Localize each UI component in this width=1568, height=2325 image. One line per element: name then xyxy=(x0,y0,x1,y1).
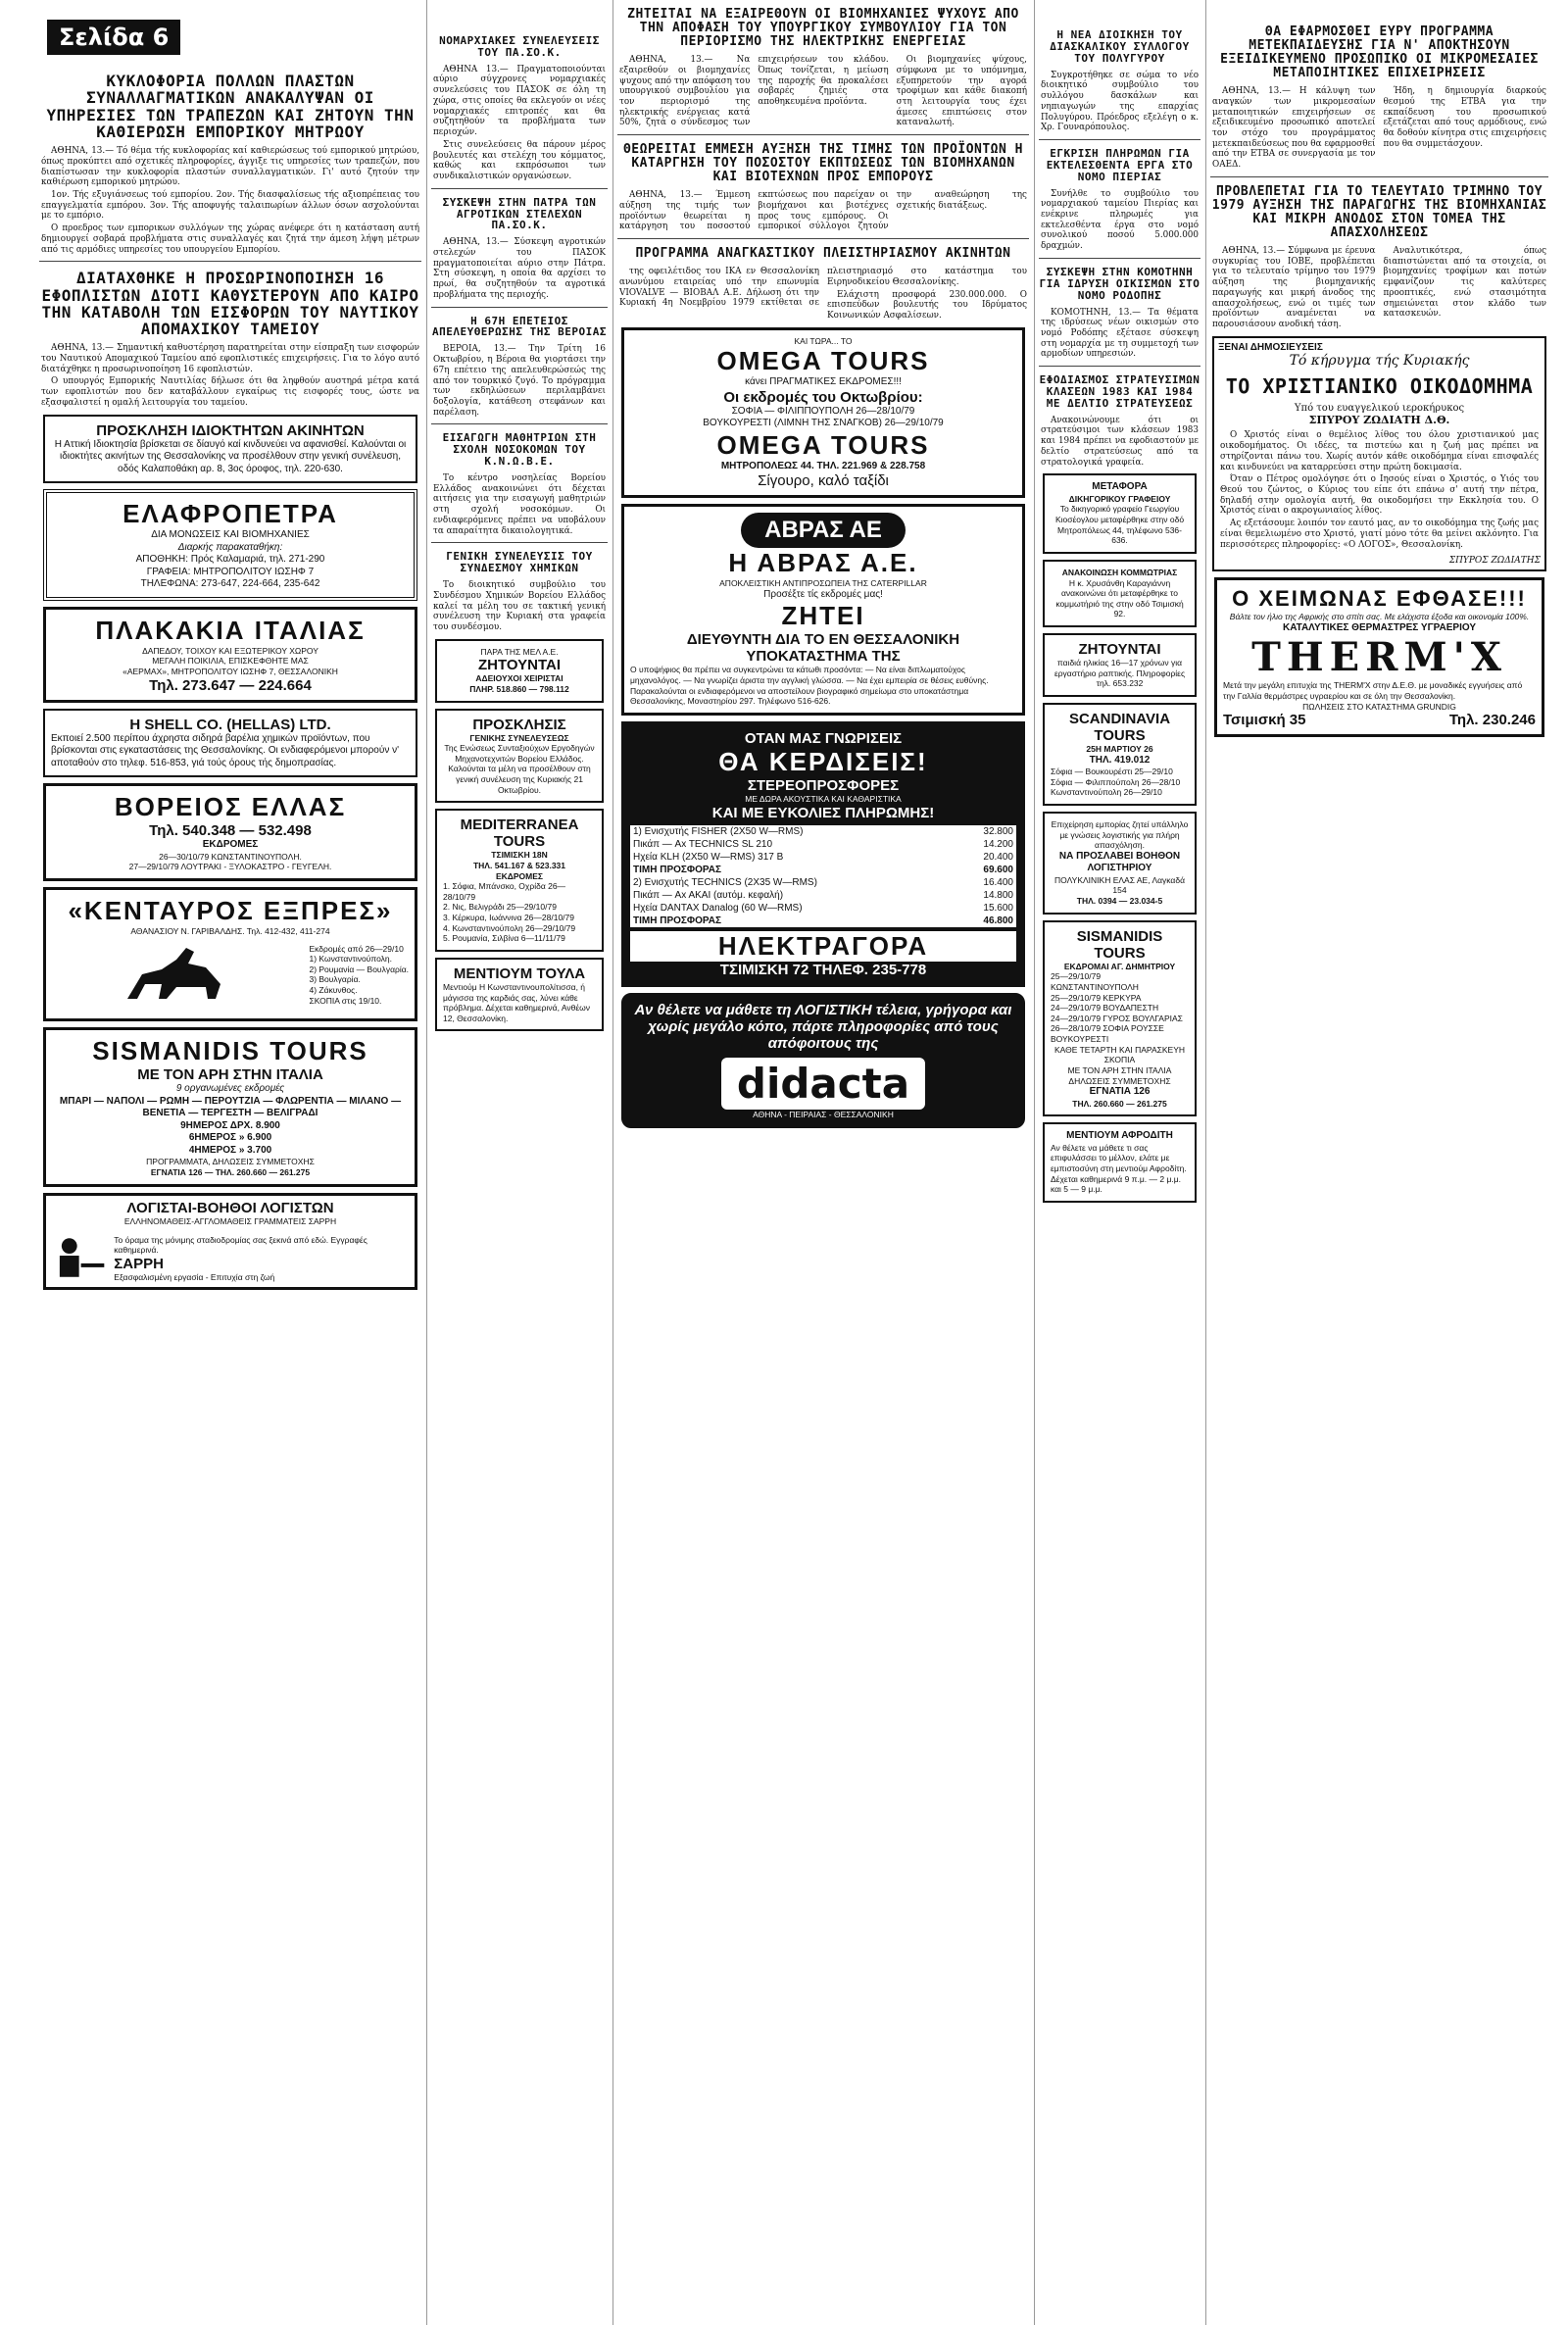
ad-title: ΖΗΤΟΥΝΤΑΙ xyxy=(477,657,562,674)
ad-price: 6ΗΜΕΡΟΣ » 6.900 xyxy=(188,1132,272,1144)
ad-title: «ΚΕΝΤΑΥΡΟΣ ΕΞΠΡΕΣ» xyxy=(68,895,393,925)
ad-line: ΜΕ ΤΟΝ ΑΡΗ ΣΤΗΝ ΙΤΑΛΙΑ xyxy=(1067,1064,1172,1075)
ad-line: ΚΑΙ ΜΕ ΕΥΚΟΛΙΕΣ ΠΛΗΡΩΜΗΣ! xyxy=(711,804,935,821)
column-rule xyxy=(1205,0,1206,2325)
ad-title: ΖΗΤΟΥΝΤΑΙ xyxy=(1078,641,1161,659)
article-forged-bills xyxy=(41,146,419,255)
table-row xyxy=(630,864,1016,876)
ad-line: ΑΘΗΝΑ - ΠΕΙΡΑΙΑΣ - ΘΕΣΣΑΛΟΝΙΚΗ xyxy=(753,1109,894,1119)
paragraph: ΑΘΗΝΑ, 13.— Σύμφωνα με έρευνα συγκυρίας του ΙΟΒΕ, προβλέπεται για το τελευταίο τρίμηνο του 1979 αύξηση της βιομηχανικής παραγωγής και μικρή άνοδος της απασχολήσεως, ενώ οι τιμές των προϊόντων αναμένεται να παρουσιάσουν ανοδική τάση. xyxy=(1212,246,1376,330)
ad-address: ΑΘΑΝΑΣΙΟΥ Ν. ΓΑΡΙΒΑΛΔΗΣ. Τηλ. 412-432, 411-274 xyxy=(130,925,330,936)
ad-address: ΤΣΙΜΙΣΚΗ 18Ν xyxy=(491,850,548,861)
headline-retraining: ΘΑ ΕΦΑΡΜΟΣΘΕΙ ΕΥΡΥ ΠΡΟΓΡΑΜΜΑ ΜΕΤΕΚΠΑΙΔΕΥΣΗΣ ΓΙΑ Ν' ΑΠΟΚΤΗΣΟΥΝ ΕΞΕΙΔΙΚΕΥΜΕΝΟ ΠΡΟΣΩΠΙΚΟ ΟΙ ΜΙΚΡΟΜΕΣΑΙΕΣ ΜΕΤΑΠΟΙΗΤΙΚΕΣ ΕΠΙΧΕΙΡΗΣΕΙΣ xyxy=(1220,25,1539,81)
ad-line: 5. Ρουμανία, Σιλβίνα 6—11/11/79 xyxy=(443,933,565,944)
ad-line: ΕΓΝΑΤΙΑ 126 — ΤΗΛ. 260.660 — 261.275 xyxy=(150,1167,311,1177)
paragraph: ΑΘΗΝΑ, 13.— Σημαντική καθυστέρηση παρατηρείται στην είσπραξη των εισφορών του Ναυτικού Απομαχικού Ταμείου από εφοπλιστικές επιχειρήσεις. Για το λόγο αυτό διατάχθηκε η προσωρινοποίηση 16 εφοπλιστών. xyxy=(41,343,419,374)
paragraph: Ελάχιστη προσφορά 230.000.000. Ο επισπεύδων βουλευτής του Ιδρύματος Κοινωνικών Ασφαλίσεων. xyxy=(827,289,1027,321)
table-cell: ΤΙΜΗ ΠΡΟΣΦΟΡΑΣ xyxy=(633,915,722,926)
divider xyxy=(1210,176,1548,177)
ad-title: ΜΕΝΤΙΟΥΜ ΑΦΡΟΔΙΤΗ xyxy=(1066,1130,1173,1142)
table-cell: ΤΙΜΗ ΠΡΟΣΦΟΡΑΣ xyxy=(633,864,722,875)
column-1 xyxy=(39,0,421,2325)
ad-title: ΠΛΑΚΑΚΙΑ ΙΤΑΛΙΑΣ xyxy=(95,615,366,645)
divider xyxy=(431,188,608,189)
ad-shell xyxy=(43,709,417,778)
ad-text: Της Ενώσεως Συνταξιούχων Εργοδηγών Μηχανοτεχνιτών Βορείου Ελλάδος. Καλούνται τα μέλη να προσέλθουν στη γενική συνέλευση της Κυριακής 21 Οκτωβρίου. xyxy=(444,743,595,795)
ad-text: παιδιά ηλικίας 16—17 χρόνων για εργαστήριο ραπτικής. Πληροφορίες τηλ. 653.232 xyxy=(1054,658,1186,689)
ad-line: 25Η ΜΑΡΤΙΟΥ 26 xyxy=(1086,743,1153,754)
ad-line: 24—29/10/79 ΒΟΥΔΑΠΕΣΤΗ xyxy=(1051,1003,1159,1014)
ad-pumice xyxy=(43,489,417,601)
column-4 xyxy=(1039,0,1200,2325)
article-chemists-assembly xyxy=(433,580,606,633)
ad-title: ΘΑ ΚΕΡΔΙΣΕΙΣ! xyxy=(718,746,928,776)
table-row xyxy=(630,915,1016,927)
column-rule xyxy=(426,0,427,2325)
ad-line: ΣΚΟΠΙΑ στις 19/10. xyxy=(309,995,382,1006)
byline: Υπό του ευαγγελικού ιεροκήρυκος xyxy=(1294,403,1465,415)
divider xyxy=(617,238,1029,239)
headline-conscripts: ΕΦΟΔΙΑΣΜΟΣ ΣΤΡΑΤΕΥΣΙΜΩΝ ΚΛΑΣΕΩΝ 1983 ΚΑΙ 1984 ΜΕ ΔΕΛΤΙΟ ΣΤΡΑΤΕΥΣΕΩΣ xyxy=(1039,373,1200,410)
ad-hairdresser xyxy=(1043,560,1197,627)
table-cell: 15.600 xyxy=(983,902,1013,914)
headline-cold-storage: ΖΗΤΕΙΤΑΙ ΝΑ ΕΞΑΙΡΕΘΟΥΝ ΟΙ ΒΙΟΜΗΧΑΝΙΕΣ ΨΥΧΟΥΣ ΑΠΟ ΤΗΝ ΑΠΟΦΑΣΗ ΤΟΥ ΥΠΟΥΡΓΙΚΟΥ ΣΥΜΒΟΥΛΙΟΥ ΓΙΑ ΤΟΝ ΠΕΡΙΟΡΙΣΜΟ ΤΗΣ ΗΛΕΚΤΡΙΚΗΣ ΕΝΕΡΓΕΙΑΣ xyxy=(627,7,1019,50)
ad-line: Εκδρομές από 26—29/10 xyxy=(309,943,404,954)
paragraph: της οφειλέτιδος του ΙΚΑ εν Θεσσαλονίκη ανωνύμου εταιρείας υπό την επωνυμία VIOVALVE — ΒΙΟΒΑΛ Α.Ε. Δήλωση ότι την Κυριακή 4η Νοεμβρίου 1979 εκτίθεται σε πλειστηριασμό στο κατάστημα του Ειρηνοδικείου Θεσσαλονίκης. xyxy=(619,267,1027,309)
ad-phone: ΠΛΗΡ. 518.860 — 798.112 xyxy=(469,683,569,694)
ad-text: Εκποιεί 2.500 περίπου άχρηστα σιδηρά βαρέλια χημικών προϊόντων, που βρίσκονται στις εγκαταστάσεις της Θεσσαλονίκης. Οι ενδιαφερόμενοι μπορούν ν' αποταθούν στο τηλεφ. 516-853, γιά τούς όρους τής δημοπρασίας. xyxy=(51,732,400,768)
divider xyxy=(1039,258,1200,259)
ad-subtitle: ΑΠΟΚΛΕΙΣΤΙΚΗ ΑΝΤΙΠΡΟΣΩΠΕΙΑ ΤΗΣ CATERPILLAR xyxy=(719,578,927,589)
column-3 xyxy=(617,0,1029,2325)
ad-line: 3) Βουλγαρία. xyxy=(309,974,361,985)
ad-property-owners xyxy=(43,415,417,484)
divider xyxy=(431,307,608,308)
kicker: Τό κήρυγμα τής Κυριακής xyxy=(1289,352,1470,369)
headline-pieria-payments: ΕΓΚΡΙΣΗ ΠΛΗΡΩΜΩΝ ΓΙΑ ΕΚΤΕΛΕΣΘΕΝΤΑ ΕΡΓΑ ΣΤΟ ΝΟΜΟ ΠΙΕΡΙΑΣ xyxy=(1046,146,1194,183)
headline-teachers-union: Η ΝΕΑ ΔΙΟΙΚΗΣΗ ΤΟΥ ΔΙΑΣΚΑΛΙΚΟΥ ΣΥΛΛΟΓΟΥ ΤΟΥ ΠΟΛΥΓΥΡΟΥ xyxy=(1050,28,1190,65)
column-rule xyxy=(1034,0,1035,2325)
ad-address: ΜΗΤΡΟΠΟΛΕΩΣ 44. ΤΗΛ. 221.969 & 228.758 xyxy=(720,460,926,471)
ad-line: ΔΑΠΕΔΟΥ, ΤΟΙΧΟΥ ΚΑΙ ΕΞΩΤΕΡΙΚΟΥ ΧΩΡΟΥ xyxy=(142,645,318,656)
paragraph: ΑΘΗΝΑ, 13.— Σύσκεψη αγροτικών στελεχών του ΠΑΣΟΚ πραγματοποιείται αύριο στην Πάτρα. Στη σύσκεψη, η οποία θα αρχίσει το πρωί, θα συζητηθούν τα αγροτικά προβλήματα της περιοχής. xyxy=(433,237,606,300)
ad-price: 9ΗΜΕΡΟΣ ΔΡΧ. 8.900 xyxy=(180,1119,280,1131)
ad-text: Μετά την μεγάλη επιτυχία της THERM'X στην Δ.Ε.Θ. με μοναδικές εγγυήσεις από την Γαλλία θερμάστρες υγραερίου και σε όλη την Θεσσαλονίκη. xyxy=(1223,680,1523,701)
headline-chemists-assembly: ΓΕΝΙΚΗ ΣΥΝΕΛΕΥΣΙΣ ΤΟΥ ΣΥΝΔΕΣΜΟΥ ΧΗΜΙΚΩΝ xyxy=(446,550,593,575)
headline-industry-forecast: ΠΡΟΒΛΕΠΕΤΑΙ ΓΙΑ ΤΟ ΤΕΛΕΥΤΑΙΟ ΤΡΙΜΗΝΟ ΤΟΥ 1979 ΑΥΞΗΣΗ ΤΗΣ ΠΑΡΑΓΩΓΗΣ ΤΗΣ ΒΙΟΜΗΧΑΝΙΑΣ ΚΑΙ ΜΙΚΡΗ ΑΝΟΔΟΣ ΣΤΟΝ ΤΟΜΕΑ ΤΗΣ ΑΠΑΣΧΟΛΗΣΕΩΣ xyxy=(1211,183,1547,240)
article-veria-anniversary xyxy=(433,344,606,418)
ad-line: 1. Σόφια, Μπάνσκο, Οχρίδα 26—28/10/79 xyxy=(443,881,566,902)
paragraph: Αναλυτικότερα, όπως διαπιστώνεται από τα στοιχεία, οι βιομηχανίες τροφίμων και ποτών εμφανίζουν τις καλύτερες προοπτικές, ενώ στασιμότητα σημειώνεται στον κλάδο των κατασκευών. xyxy=(1383,246,1546,320)
article-komotini-meeting xyxy=(1041,308,1199,361)
paragraph: Το κέντρο νοσηλείας Βορείου Ελλάδος ανακοινώνει ότι δέχεται αιτήσεις για την εισαγωγή μαθητριών στη σχολή νοσοκόμων. Οι ενδιαφερόμενες πρέπει να υποβάλουν τα απαραίτητα δικαιολογητικά. xyxy=(433,473,606,536)
ad-text: Αν θέλετε να μάθετε τι σας επιφυλάσσει το μέλλον, ελάτε με εμπιστοσύνη στη μεντιούμ Αφροδίτη. Δέχεται καθημερινά 9 π.μ. — 2 μ.μ. και 5 — 9 μ.μ. xyxy=(1051,1142,1187,1195)
article-discount-abolition xyxy=(619,190,1027,232)
table-cell: 14.200 xyxy=(983,838,1013,850)
ad-text: Μεντιούμ Η Κωνσταντινουπολίτισσα, ή μάγισσα της καρδιάς σας, λύνει κάθε πρόβλημα. Δέχεται καθημερινά, Ανθέων 12, Θεσσαλονίκη. xyxy=(443,981,590,1023)
ad-omega-tours xyxy=(621,327,1025,499)
centaur-icon xyxy=(118,940,235,1009)
ad-title: ΒΟΡΕΙΟΣ ΕΛΛΑΣ xyxy=(114,792,347,821)
column-rule xyxy=(612,0,613,2325)
ad-line: ΜΕΓΑΛΗ ΠΟΙΚΙΛΙΑ, ΕΠΙΣΚΕΦΘΗΤΕ ΜΑΣ xyxy=(152,656,309,667)
ad-line: ΣΟΦΙΑ — ΦΙΛΙΠΠΟΥΠΟΛΗ 26—28/10/79 xyxy=(731,405,915,417)
paragraph: Στις συνελεύσεις θα πάρουν μέρος βουλευτές και στελέχη του κόμματος, καθώς και εκπρόσωποι των συνδικαλιστικών οργανώσεων. xyxy=(433,139,606,181)
ad-subtitle: ΓΕΝΙΚΗΣ ΣΥΝΕΛΕΥΣΕΩΣ xyxy=(469,732,569,743)
table-cell: 46.800 xyxy=(983,915,1013,926)
headline-sermon: ΤΟ ΧΡΙΣΤΙΑΝΙΚΟ ΟΙΚΟΔΟΜΗΜΑ xyxy=(1225,373,1534,398)
column-2 xyxy=(431,0,608,2325)
paragraph: ΑΘΗΝΑ, 13.— Έμμεση αύξηση της τιμής των προϊόντων θεωρείται η κατάργηση του ποσοστού εκπτώσεως που παρείχαν οι βιομήχανοι και βιοτέχνες προς τους εμπόρους. Οι εμπορικοί σύλλογοι ζητούν την αναθεώρηση της σχετικής διατάξεως. xyxy=(619,190,1027,232)
table-row xyxy=(630,851,1016,864)
ad-subtitle: ΚΑΤΑΛΥΤΙΚΕΣ ΘΕΡΜΑΣΤΡΕΣ ΥΓΡΑΕΡΙΟΥ xyxy=(1282,621,1477,633)
ad-line: 3. Κέρκυρα, Ιωάννινα 26—28/10/79 xyxy=(443,913,574,923)
column-5 xyxy=(1210,0,1548,2325)
ad-line: ΤΗΛΕΦΩΝΑ: 273-647, 224-664, 235-642 xyxy=(140,578,320,590)
byline-author: ΣΠΥΡΟΥ ΖΩΔΙΑΤΗ Δ.Θ. xyxy=(1308,414,1450,427)
ad-sarri-accountants xyxy=(43,1193,417,1291)
ad-text: Βάλτε τον ήλιο της Αφρικής στο σπίτι σας. Με ελάχιστα έξοδα και οικονομία 100%. xyxy=(1229,612,1530,622)
ad-italian-tiles xyxy=(43,607,417,703)
ad-line: ΠΩΛΗΣΕΙΣ ΣΤΟ ΚΑΤΑΣΤΗΜΑ GRUNDIG xyxy=(1302,701,1456,712)
section-label: ΞΕΝΑΙ ΔΗΜΟΣΙΕΥΣΕΙΣ xyxy=(1218,341,1323,353)
ad-phone: ΤΗΛ. 0394 — 23.034-5 xyxy=(1076,896,1163,907)
ad-line: ΜΕ ΔΩΡΑ ΑΚΟΥΣΤΙΚΑ ΚΑΙ ΚΑΘΑΡΙΣΤΙΚΑ xyxy=(745,793,902,804)
headline-veria-anniversary: Η 67Η ΕΠΕΤΕΙΟΣ ΑΠΕΛΕΥΘΕΡΩΣΗΣ ΤΗΣ ΒΕΡΟΙΑΣ xyxy=(431,314,608,339)
paragraph: ΚΟΜΟΤΗΝΗ, 13.— Τα θέματα της ιδρύσεως νέων οικισμών στο νομό Ροδόπης εξέτασε σύσκεψη στη νομαρχία με τη συμμετοχή των αρμοδίων υπηρεσιών. xyxy=(1041,307,1199,360)
ad-brand: OMEGA TOURS xyxy=(716,429,930,460)
ad-slogan: Σίγουρο, καλό ταξίδι xyxy=(758,472,889,490)
headline-patra-meeting: ΣΥΣΚΕΨΗ ΣΤΗΝ ΠΑΤΡΑ ΤΩΝ ΑΓΡΟΤΙΚΩΝ ΣΤΕΛΕΧΩΝ ΠΑ.ΣΟ.Κ. xyxy=(442,195,597,232)
ad-line: ΟΤΑΝ ΜΑΣ ΓΝΩΡΙΣΕΙΣ xyxy=(744,729,903,747)
ad-line: 27—29/10/79 ΛΟΥΤΡΑΚΙ - ΞΥΛΟΚΑΣΤΡΟ - ΓΕΥΓΕΛΗ. xyxy=(128,862,332,872)
ad-line: ΔΙΑ ΜΟΝΩΣΕΙΣ ΚΑΙ ΒΙΟΜΗΧΑΝΙΕΣ xyxy=(151,529,310,541)
ad-title: SISMANIDIS TOURS xyxy=(1076,927,1163,962)
ad-text: Η κ. Χρυσάνθη Καραγιάννη ανακοινώνει ότι μεταφέρθηκε το κομμωτήριό της στην οδό Τσιμισκή 92. xyxy=(1055,577,1184,619)
divider xyxy=(431,542,608,543)
ad-subtitle: ΕΚΔΡΟΜΑΙ ΑΓ. ΔΗΜΗΤΡΙΟΥ xyxy=(1063,961,1176,971)
ad-subtitle: ΔΙΚΗΓΟΡΙΚΟΥ ΓΡΑΦΕΙΟΥ xyxy=(1068,493,1171,504)
paragraph: Συγκροτήθηκε σε σώμα το νέο διοικητικό συμβούλιο του συλλόγου δασκάλων και νηπιαγωγών της επαρχίας Πολυγύρου. Πρόεδρος εξελέγη ο κ. Χρ. Γουναρόπουλος. xyxy=(1041,70,1199,133)
paragraph: ΒΕΡΟΙΑ, 13.— Την Τρίτη 16 Οκτωβρίου, η Βέροια θα γιορτάσει την 67η επέτειο της απελευθερώσεώς της από τον τουρκικό ζυγό. Το πρόγραμμα των εκδηλώσεων περιλαμβάνει δοξολογία, κατάθεση στεφάνων και παρέλαση. xyxy=(433,344,606,418)
table-cell: 69.600 xyxy=(983,864,1013,875)
ad-subtitle: ΕΚΔΡΟΜΕΣ xyxy=(495,870,544,881)
paragraph: ΑΘΗΝΑ, 13.— Να εξαιρεθούν οι βιομηχανίες ψυχους από την απόφαση του υπουργικού συμβουλίου για τον περιορισμό της ηλεκτρικής ενέργειας κατά 50%, ζητά ο σύνδεσμος των επιχειρήσεων του κλάδου. Όπως τονίζεται, η μείωση της παροχής θα προκαλέσει σοβαρές ζημιές στα αποθηκευμένα προϊόντα. xyxy=(619,55,889,128)
headline-shipowners: ΔΙΑΤΑΧΘΗΚΕ Η ΠΡΟΣΩΡΙΝΟΠΟΙΗΣΗ 16 ΕΦΟΠΛΙΣΤΩΝ ΔΙΟΤΙ ΚΑΘΥΣΤΕΡΟΥΝ ΑΠΟ ΚΑΙΡΟ ΤΗΝ ΚΑΤΑΒΟΛΗ ΤΩΝ ΕΙΣΦΟΡΩΝ ΤΟΥ ΝΑΥΤΙΚΟΥ ΑΠΟΜΑΧΙΚΟΥ ΤΑΜΕΙΟΥ xyxy=(41,269,419,339)
paragraph: 1ον. Τής εξυγιάνσεως τού εμπορίου. 2ον. Τής διασφαλίσεως τής αξιοπρέπειας του επαγγελματία εμπόρου. 3ον. Τής αποφυγής ταλαιπωρίων άλλων όσων ασχολούνται με το εμπόριο. xyxy=(41,189,419,222)
table-cell: 2) Ενισχυτής TECHNICS (2X35 W—RMS) xyxy=(633,876,817,888)
ad-brand: THERM'X xyxy=(1251,634,1507,681)
table-cell: 20.400 xyxy=(983,851,1013,863)
paragraph: ΑΘΗΝΑ, 13.— Τό θέμα τής κυκλοφορίας καί καθιερώσεως τού εμπορικού μητρώου, όπως προκύπτει από σχετικές πληροφορίες, άγγιξε τις υπηρεσίες των τραπεζών, που διαπίστωσαν την κυκλοφορία πλαστών συναλλαγματικών. Γι' αυτό ζητούν την καθιέρωση εμπορικού μητρώου. xyxy=(41,146,419,188)
ad-sismanidis-excursions xyxy=(1043,920,1197,1117)
ad-line: κάνει ΠΡΑΓΜΑΤΙΚΕΣ ΕΚΔΡΟΜΕΣ!!! xyxy=(745,376,902,388)
ad-phone: Τηλ. 540.348 — 532.498 xyxy=(149,822,312,839)
ad-thermx xyxy=(1214,577,1544,737)
ad-line: 4. Κωνσταντινούπολη 26—29/10/79 xyxy=(443,922,576,933)
ad-brand: ΗΛΕΚΤΡΑΓΟΡΑ xyxy=(630,931,1016,962)
headline-pasok-assemblies: ΝΟΜΑΡΧΙΑΚΕΣ ΣΥΝΕΛΕΥΣΕΙΣ ΤΟΥ ΠΑ.ΣΟ.Κ. xyxy=(439,34,600,59)
divider xyxy=(431,423,608,424)
divider xyxy=(1039,139,1200,140)
article-pieria-payments xyxy=(1041,189,1199,252)
table-cell: 1) Ενισχυτής FISHER (2X50 W—RMS) xyxy=(633,825,804,837)
ad-title: ΜΕΤΑΦΟΡΑ xyxy=(1092,481,1148,493)
ad-line: Σόφια — Φιλιππούπολη 26—28/10 xyxy=(1051,776,1181,787)
ad-line: ΠΡΟΓΡΑΜΜΑΤΑ, ΔΗΛΩΣΕΙΣ ΣΥΜΜΕΤΟΧΗΣ xyxy=(146,1157,315,1167)
paragraph: Συνήλθε το συμβούλιο του νομαρχιακού ταμείου Πιερίας και ενέκρινε πληρωμές για εκτελεσθέντα έργα στο νομό συνολικού ποσού 5.000.000 δραχμών. xyxy=(1041,188,1199,252)
ad-ilektragora xyxy=(621,721,1025,987)
ad-line: ΑΔΕΙΟΥΧΟΙ ΧΕΙΡΙΣΤΑΙ xyxy=(475,673,564,684)
ad-line: ΚΑΘΕ ΤΕΤΑΡΤΗ ΚΑΙ ΠΑΡΑΣΚΕΥΗ ΣΚΟΠΙΑ xyxy=(1054,1044,1186,1065)
ad-subtitle: ΕΛΛΗΝΟΜΑΘΕΙΣ-ΑΓΓΛΟΜΑΘΕΙΣ ΓΡΑΜΜΑΤΕΙΣ ΣΑΡΡΗ xyxy=(123,1215,337,1226)
paragraph: Ανακοινώνουμε ότι οι στρατεύσιμοι των κλάσεων 1983 και 1984 πρέπει να εφοδιαστούν με δελτίο στρατεύσεως από τα στρατολογικά γραφεία. xyxy=(1041,415,1199,468)
ad-avras xyxy=(621,504,1025,716)
ad-text: Ο υποψήφιος θα πρέπει να συγκεντρώνει τα κάτωθι προσόντα: — Να είναι διπλωματούχος μηχανολόγος. — Να γνωρίζει άριστα την αγγλική γλώσσα. — Να έχει εμπειρία σε θέσεις ευθύνης. Παρακαλούνται οι ενδιαφερόμενοι να αποστείλουν βιογραφικό σημείωμα στο υποκατάστημα Θεσσαλονίκης, Μοναστηρίου 297. Τηλέφωνο 516-626. xyxy=(630,665,989,707)
ad-accountant-hiring xyxy=(1043,812,1197,915)
article-teachers-union xyxy=(1041,71,1199,133)
ad-line: ΚΑΙ ΤΩΡΑ... ΤΟ xyxy=(794,335,853,346)
ad-line: Κωνσταντινούπολη 26—29/10 xyxy=(1051,787,1162,798)
article-cold-storage xyxy=(619,55,1027,128)
ad-line: ΓΡΑΦΕΙΑ: ΜΗΤΡΟΠΟΛΙΤΟΥ ΙΩΣΗΦ 7 xyxy=(146,566,315,577)
ad-title: ΕΛΑΦΡΟΠΕΤΡΑ xyxy=(122,499,338,529)
sermon-box xyxy=(1212,336,1546,572)
ad-line: ΖΗΤΕΙ xyxy=(781,601,865,631)
offer-table xyxy=(630,825,1016,927)
ad-title: ΝΑ ΠΡΟΣΛΑΒΕΙ ΒΟΗΘΟΝ ΛΟΓΙΣΤΗΡΙΟΥ xyxy=(1058,850,1181,874)
ad-address: ΠΟΛΥΚΛΙΝΙΚΗ ΕΛΑΣ ΑΕ, Λαγκαδά 154 xyxy=(1054,874,1185,896)
article-patra-meeting xyxy=(433,237,606,300)
page-label: Σελίδα 6 xyxy=(47,20,180,55)
ad-address: ΕΓΝΑΤΙΑ 126 xyxy=(1089,1086,1151,1098)
ad-title: SISMANIDIS TOURS xyxy=(92,1036,368,1066)
divider xyxy=(1039,366,1200,367)
ad-medium-afroditi xyxy=(1043,1122,1197,1203)
table-cell: 32.800 xyxy=(983,825,1013,837)
ad-scandinavia-tours xyxy=(1043,703,1197,806)
table-cell: 14.800 xyxy=(983,889,1013,901)
paragraph: Το διοικητικό συμβούλιο του Συνδέσμου Χημικών Βορείου Ελλάδος καλεί τα μέλη του σε τακτική γενική συνέλευση την Κυριακή στα γραφεία του συνδέσμου. xyxy=(433,580,606,632)
paragraph: ΑΘΗΝΑ 13.— Πραγματοποιούνται αύριο σύγχρονες νομαρχιακές συνελεύσεις του ΠΑΣΟΚ σε όλη τη χώρα, στις οποίες θα εκλεγούν οι νέες νομαρχιακές επιτροπές και θα συζητηθούν τα προβλήματα των περιοχών. xyxy=(433,64,606,138)
paragraph: Ο υπουργός Εμπορικής Ναυτιλίας δήλωσε ότι θα ληφθούν αυστηρά μέτρα κατά των εφοπλιστών που δεν καταβάλλουν εγκαίρως τις εισφορές τους, ώστε να εξασφαλιστεί η ομαλή λειτουργία του ταμείου. xyxy=(41,376,419,408)
ad-line: Οι εκδρομές του Οκτωβρίου: xyxy=(723,388,923,406)
table-cell: Πικάπ — Ax TECHNICS SL 210 xyxy=(633,838,773,850)
ad-voreios-ellas xyxy=(43,783,417,881)
paragraph: Ο προεδρος των εμπορικων συλλόγων της χώρας ανέφερε ότι η κατάσταση αυτή δημιουργεί σοβαρά προβλήματα στις συναλλαγές και ζητά την άμεση λήψη μέτρων από τις αρμόδιες υπηρεσίες του υπουργείου Εμπορίου. xyxy=(41,223,419,255)
ad-brand: ΣΑΡΡΗ xyxy=(114,1256,164,1273)
headline-discount-abolition: ΘΕΩΡΕΙΤΑΙ ΕΜΜΕΣΗ ΑΥΞΗΣΗ ΤΗΣ ΤΙΜΗΣ ΤΩΝ ΠΡΟΪΟΝΤΩΝ Η ΚΑΤΑΡΓΗΣΗ ΤΟΥ ΠΟΣΟΣΤΟΥ ΕΚΠΤΩΣΕΩΣ ΤΩΝ ΒΙΟΜΗΧΑΝΩΝ ΚΑΙ ΒΙΟΤΕΧΝΩΝ ΠΡΟΣ ΕΜΠΟΡΟΥΣ xyxy=(622,142,1023,185)
headline-auction: ΠΡΟΓΡΑΜΜΑ ΑΝΑΓΚΑΣΤΙΚΟΥ ΠΛΕΙΣΤΗΡΙΑΣΜΟΥ ΑΚΙΝΗΤΩΝ xyxy=(635,246,1011,262)
ad-address: ΤΣΙΜΙΣΚΗ 72 ΤΗΛΕΦ. 235-778 xyxy=(719,961,927,978)
ad-medium-toula xyxy=(435,958,604,1032)
ad-phone: ΤΗΛ. 541.167 & 523.331 xyxy=(472,860,566,870)
ad-text: Αν θέλετε να μάθετε τη ΛΟΓΙΣΤΙΚΗ τέλεια, γρήγορα και χωρίς μεγάλο κόπο, πάρτε πληροφορίες από τους απόφοιτους της xyxy=(634,1001,1012,1052)
paragraph: Οι βιομηχανίες ψύχους, σύμφωνα με το υπόμνημα, εξυπηρετούν την αγορά τροφίμων και κάθε διακοπή στη λειτουργία τους έχει άμεσες επιπτώσεις στον καταναλωτή. xyxy=(896,55,1027,128)
ad-subtitle: ΜΕ ΤΟΝ ΑΡΗ ΣΤΗΝ ΙΤΑΛΙΑ xyxy=(137,1066,323,1084)
ad-line: ΣΤΕΡΕΟΠΡΟΣΦΟΡΕΣ xyxy=(747,776,900,794)
paragraph: ΑΘΗΝΑ, 13.— Η κάλυψη των αναγκών των μικρομεσαίων μεταποιητικών επιχειρήσεων σε εξειδικευμένο προσωπικό αποτελεί τον στόχο του προγράμματος μετεκπαιδεύσεως που θα εφαρμοσθεί από την ΕΤΒΑ σε συνεργασία με τον ΟΑΕΔ. xyxy=(1212,86,1376,171)
ad-text: Το όραμα της μόνιμης σταδιοδρομίας σας ξεκινά από εδώ. Εγγραφές καθημερινά. xyxy=(114,1234,368,1256)
ad-mediterranea xyxy=(435,809,604,952)
avras-logo: ΑΒΡΑΣ ΑΕ xyxy=(741,513,906,548)
ad-text: Η Αττική Ιδιοκτησία βρίσκεται σε δίαυγό καί κινδυνεύει να αφανισθεί. Καλούνται οι ιδιοκτήτες ακινήτων της Θεσσαλονίκης να προσέλθουν στην γενική συνέλευση, οδός Καλαποθάκη αρ. 8, 3ος όροφος, τηλ. 220-630. xyxy=(54,438,407,474)
ad-sismanidis-italy xyxy=(43,1027,417,1186)
ad-line: 2. Νις, Βελιγράδι 25—29/10/79 xyxy=(443,902,557,913)
table-cell: Ηχεία KLH (2X50 W—RMS) 317 B xyxy=(633,851,784,863)
table-row xyxy=(630,889,1016,902)
ad-title: MEDITERRANEA TOURS xyxy=(460,816,579,851)
paragraph: Ήδη, η δημιουργία διαρκούς θεσμού της ΕΤΒΑ για την εκπαίδευση του προσωπικού εξετάζεται από τους αρμόδιους, ενώ θα δοθούν κίνητρα στις επιχειρήσεις που θα συμμετάσχουν. xyxy=(1383,86,1546,149)
student-icon xyxy=(50,1234,108,1283)
ad-title: SCANDINAVIA TOURS xyxy=(1068,710,1171,744)
ad-title: ΠΡΟΣΚΛΗΣΗ ΙΔΙΟΚΤΗΤΩΝ ΑΚΙΝΗΤΩΝ xyxy=(96,421,365,439)
paragraph: Ας εξετάσουμε λοιπόν τον εαυτό μας, αν το οικοδόμημα της ζωής μας είναι θεμελιωμένο στο Χριστό, γιατί μόνο τότε θα μείνει ακλόνητο. Για περισσότερες πληροφορίες: «Ο ΛΟΓΟΣ», Θεσσαλονίκη. xyxy=(1220,519,1539,550)
ad-kentavros-express xyxy=(43,887,417,1022)
ad-line: ΑΠΟΘΗΚΗ: Πρός Καλαμαριά, τηλ. 271-290 xyxy=(135,554,325,566)
headline-nursing-school: ΕΙΣΑΓΩΓΗ ΜΑΘΗΤΡΙΩΝ ΣΤΗ ΣΧΟΛΗ ΝΟΣΟΚΟΜΩΝ ΤΟΥ Κ.Ν.Ω.Β.Ε. xyxy=(442,431,597,469)
article-nursing-school xyxy=(433,473,606,536)
ad-subtitle: ΕΚΔΡΟΜΕΣ xyxy=(202,839,259,850)
table-cell: Ηχεία DANTAX Danalog (60 W—RMS) xyxy=(633,902,803,914)
paragraph: Όταν ο Πέτρος ομολόγησε ότι ο Ιησούς είναι ο Χριστός, ο Υιός του Θεού του ζώντος, ο Κύριος του είπε ότι επάνω σ' αυτή την πέτρα, δηλαδή στην ομολογία αυτή, θα οικοδομήσει την Εκκλησία του. Ο Χριστός είναι ο ακρογωνιαίος λίθος. xyxy=(1220,474,1539,517)
ad-line: ΔΙΕΥΘΥΝΤΗ ΔΙΑ ΤΟ ΕΝ ΘΕΣΣΑΛΟΝΙΚΗ ΥΠΟΚΑΤΑΣΤΗΜΑ ΤΗΣ xyxy=(686,631,960,666)
ad-line: «ΑΕΡΜΑΧ», ΜΗΤΡΟΠΟΛΙΤΟΥ ΙΩΣΗΦ 7, ΘΕΣΣΑΛΟΝΙΚΗ xyxy=(122,666,338,676)
ad-title: OMEGA TOURS xyxy=(716,346,930,376)
ad-title: ΛΟΓΙΣΤΑΙ-ΒΟΗΘΟΙ ΛΟΓΙΣΤΩΝ xyxy=(126,1199,334,1216)
ad-slogan: Εξασφαλισμένη εργασία - Επιτυχία στη ζωή xyxy=(114,1272,275,1283)
signature: ΣΠΥΡΟΣ ΖΩΔΙΑΤΗΣ xyxy=(1448,556,1541,567)
ad-text: Επιχείρηση εμπορίας ζητεί υπάλληλο με γνώσεις λογιστικής για πλήρη απασχόληση. xyxy=(1051,818,1189,851)
ad-title: ΜΕΝΤΙΟΥΜ ΤΟΥΛΑ xyxy=(453,965,586,982)
ad-phone: ΤΗΛ. 260.660 — 261.275 xyxy=(1072,1098,1167,1109)
ad-line: 26—30/10/79 ΚΩΝΣΤΑΝΤΙΝΟΥΠΟΛΗ. xyxy=(159,851,302,862)
ad-line: ΒΟΥΚΟΥΡΕΣΤΙ (ΛΙΜΝΗ ΤΗΣ ΣΝΑΓΚΟΒ) 26—29/10/79 xyxy=(703,418,944,429)
headline-komotini-meeting: ΣΥΣΚΕΨΗ ΣΤΗΝ ΚΟΜΟΤΗΝΗ ΓΙΑ ΙΔΡΥΣΗ ΟΙΚΙΣΜΩΝ ΣΤΟ ΝΟΜΟ ΡΟΔΟΠΗΣ xyxy=(1039,265,1200,302)
ad-line: ΔΗΛΩΣΕΙΣ ΣΥΜΜΕΤΟΧΗΣ xyxy=(1068,1075,1171,1086)
ad-phone: Τηλ. 273.647 — 224.664 xyxy=(149,676,312,694)
ad-line: 25—29/10/79 ΚΩΝΣΤΑΝΤΙΝΟΥΠΟΛΗ xyxy=(1051,971,1139,992)
ad-mel-operators xyxy=(435,639,604,703)
article-conscripts xyxy=(1041,416,1199,469)
ad-line: Σόφια — Βουκουρέστι 25—29/10 xyxy=(1051,767,1173,777)
article-auction xyxy=(619,267,1027,322)
article-industry-forecast xyxy=(1212,246,1546,330)
ad-line: 25—29/10/79 ΚΕΡΚΥΡΑ xyxy=(1051,992,1142,1003)
table-cell: Πικάπ — Ax AKAI (αυτόμ. κεφαλή) xyxy=(633,889,784,901)
ad-line: 2) Ρουμανία — Βουλγαρία. xyxy=(309,964,409,974)
ad-address: Τσιμισκή 35 xyxy=(1223,712,1306,729)
ad-line: 24—29/10/79 ΓΥΡΟΣ ΒΟΥΛΓΑΡΙΑΣ xyxy=(1051,1013,1183,1023)
ad-line: ΜΠΑΡΙ — ΝΑΠΟΛΙ — ΡΩΜΗ — ΠΕΡΟΥΤΖΙΑ — ΦΛΩΡΕΝΤΙΑ — ΜΙΛΑΝΟ — ΒΕΝΕΤΙΑ — ΤΕΡΓΕΣΤΗ — ΒΕΛΙΓΡΑΔΙ xyxy=(59,1095,402,1119)
article-shipowners xyxy=(41,343,419,408)
ad-phone: ΤΗΛ. 419.012 xyxy=(1089,754,1151,766)
ad-line: 4) Ζάκυνθος. xyxy=(309,985,358,995)
ad-line: Διαρκής παρακαταθήκη: xyxy=(177,541,283,553)
article-pasok-assemblies xyxy=(433,65,606,182)
ad-text: Το δικηγορικό γραφείο Γεωργίου Κιοσέογλου μεταφέρθηκε στην οδό Μητροπόλεως 44, τηλέφωνο 536-636. xyxy=(1054,504,1185,546)
paragraph: Ο Χριστός είναι ο θεμέλιος λίθος του όλου χριστιανικού μας οικοδομήματος. Οι ιδέες, τα πιστεύω και η ζωή μας πρέπει να στηρίζονται πάνω του. Χωρίς αυτόν κάθε οικοδόμημα είναι επισφαλές και κινδυνεύει να καταρρεύσει στην πρώτη δοκιμασία. xyxy=(1220,430,1539,472)
table-cell: 16.400 xyxy=(983,876,1013,888)
table-row xyxy=(630,838,1016,851)
ad-line: Προσέξτε τίς εκδρομές μας! xyxy=(763,588,883,600)
table-row xyxy=(630,825,1016,838)
ad-invitation xyxy=(435,709,604,804)
ad-line: 1) Κωνσταντινούπολη. xyxy=(309,954,393,965)
ad-title: Η ΑΒΡΑΣ Α.Ε. xyxy=(728,548,918,578)
ad-law-office-move xyxy=(1043,473,1197,554)
headline-forged-bills: ΚΥΚΛΟΦΟΡΙΑ ΠΟΛΛΩΝ ΠΛΑΣΤΩΝ ΣΥΝΑΛΛΑΓΜΑΤΙΚΩΝ ΑΝΑΚΑΛΥΨΑΝ ΟΙ ΥΠΗΡΕΣΙΕΣ ΤΩΝ ΤΡΑΠΕΖΩΝ ΚΑΙ ΖΗΤΟΥΝ ΤΗΝ ΚΑΘΙΕΡΩΣΗ ΕΜΠΟΡΙΚΟΥ ΜΗΤΡΩΟΥ xyxy=(46,72,415,141)
ad-price: 4ΗΜΕΡΟΣ » 3.700 xyxy=(188,1144,272,1156)
ad-wanted-children xyxy=(1043,633,1197,697)
article-retraining xyxy=(1212,86,1546,171)
ad-title: Η SHELL CO. (HELLAS) LTD. xyxy=(129,716,331,733)
table-row xyxy=(630,902,1016,915)
ad-title: ΑΝΑΚΟΙΝΩΣΗ ΚΟΜΜΩΤΡΙΑΣ xyxy=(1061,567,1178,577)
divider xyxy=(617,134,1029,135)
ad-title: Ο ΧΕΙΜΩΝΑΣ ΕΦΘΑΣΕ!!! xyxy=(1232,586,1527,612)
ad-title: ΠΡΟΣΚΛΗΣΙΣ xyxy=(472,716,566,733)
ad-phone: Τηλ. 230.246 xyxy=(1448,712,1536,729)
ad-line: 9 οργανωμένες εκδρομές xyxy=(175,1083,285,1095)
table-row xyxy=(630,876,1016,889)
ad-brand: didacta xyxy=(721,1058,925,1110)
ad-line: 26—28/10/79 ΣΟΦΙΑ ΡΟΥΣΣΕ ΒΟΥΚΟΥΡΕΣΤΙ xyxy=(1051,1023,1164,1045)
ad-line: ΠΑΡΑ ΤΗΣ ΜΕΛ Α.Ε. xyxy=(480,646,559,657)
ad-didacta xyxy=(621,993,1025,1129)
divider xyxy=(39,261,421,262)
